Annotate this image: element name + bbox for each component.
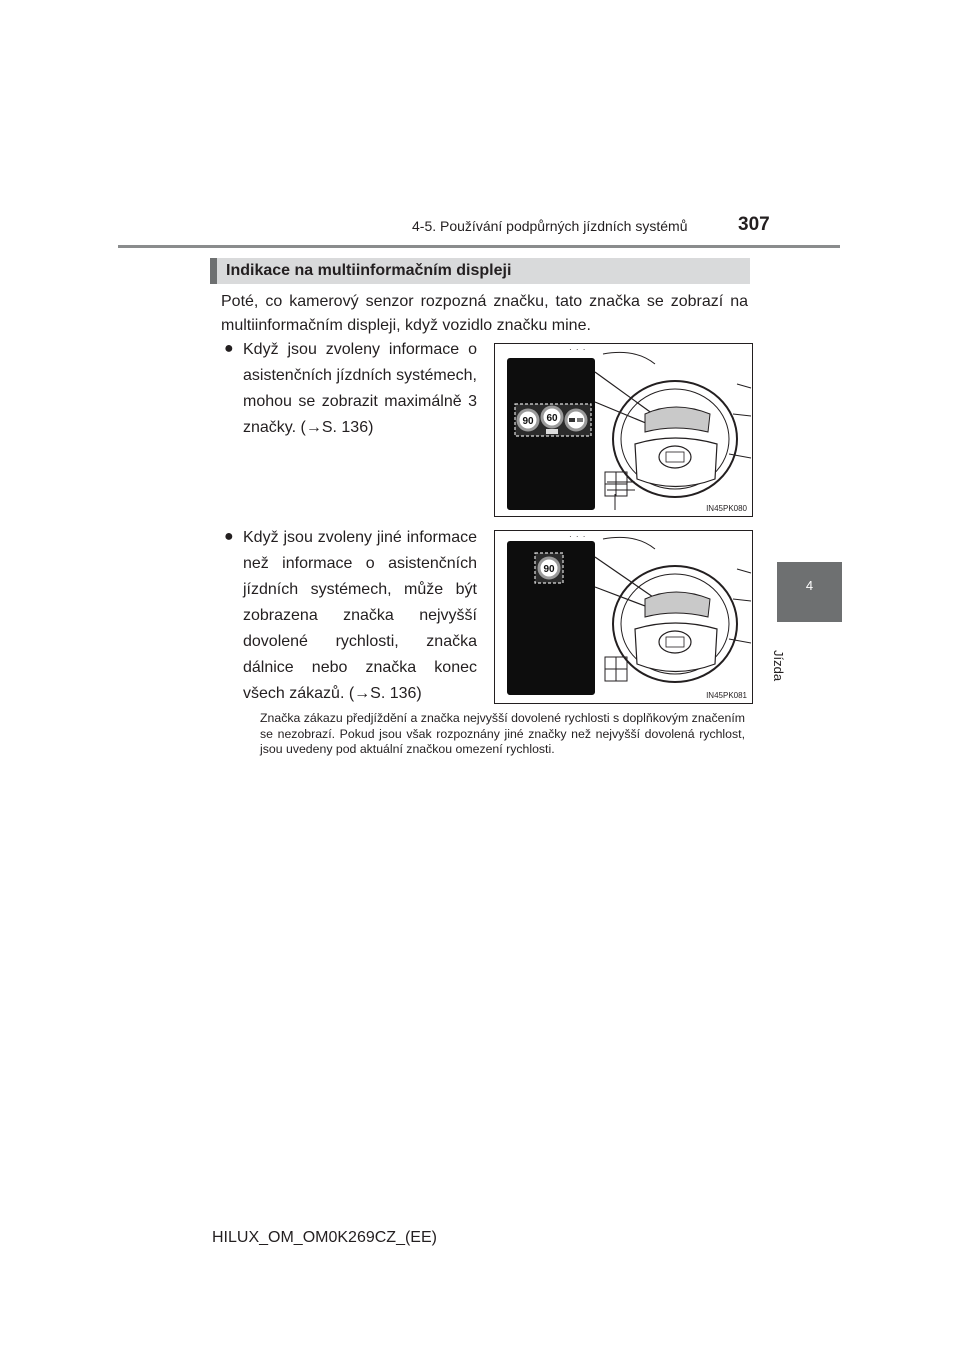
section-heading-marker <box>210 258 217 284</box>
page-number: 307 <box>738 214 770 235</box>
svg-text:60: 60 <box>546 413 558 424</box>
bullet-text: Když jsou zvoleny informace o asistenčních jízdních systémech, mohou se zobrazit maximálně 3 značky. (→S. 136) <box>243 341 477 436</box>
dashboard-illustration <box>495 344 752 516</box>
bullet-symbol: ● <box>224 528 234 545</box>
header-rule <box>118 245 840 248</box>
speed-sign-90 <box>518 410 538 430</box>
svg-text:90: 90 <box>522 416 534 427</box>
figure-dots: · · · <box>569 345 587 354</box>
figure-code: IN45PK081 <box>706 691 747 700</box>
header-section-title: 4-5. Používání podpůrných jízdních systémů <box>412 218 688 234</box>
figure-dots: · · · <box>569 532 587 541</box>
figure-code: IN45PK080 <box>706 504 747 513</box>
figure-multi-info-display-3-signs <box>494 343 753 517</box>
figure-multi-info-display-1-sign <box>494 530 753 704</box>
chapter-number: 4 <box>805 578 814 593</box>
bullet-text: Když jsou zvoleny jiné informace než informace o asistenčních jízdních systémech, může být zobrazena značka nejvyšší dovolené rychlosti, značka dálnice nebo značka konec všech zákazů. (→S. 136) <box>243 529 477 702</box>
dashboard-illustration <box>495 531 752 703</box>
section-heading: Indikace na multiinformačním displeji <box>226 262 512 279</box>
speed-sign-90 <box>539 558 559 578</box>
no-overtaking-sign <box>566 410 586 430</box>
bullet-symbol: ● <box>224 340 234 357</box>
svg-text:90: 90 <box>543 564 555 575</box>
chapter-label: Jízda <box>771 650 786 682</box>
intro-paragraph: Poté, co kamerový senzor rozpozná značku, tato značka se zobrazí na multiinformačním displeji, když vozidlo značku mine. <box>221 293 748 334</box>
footer-document-code: HILUX_OM_OM0K269CZ_(EE) <box>212 1229 437 1246</box>
note-paragraph: Značka zákazu předjíždění a značka nejvyšší dovolené rychlosti s doplňkovým značením se nezobrazí. Pokud jsou však rozpoznány jiné značky než nejvyšší dovolená rychlost, jsou uvedeny pod aktuální značkou omezení rychlosti. <box>260 711 745 757</box>
